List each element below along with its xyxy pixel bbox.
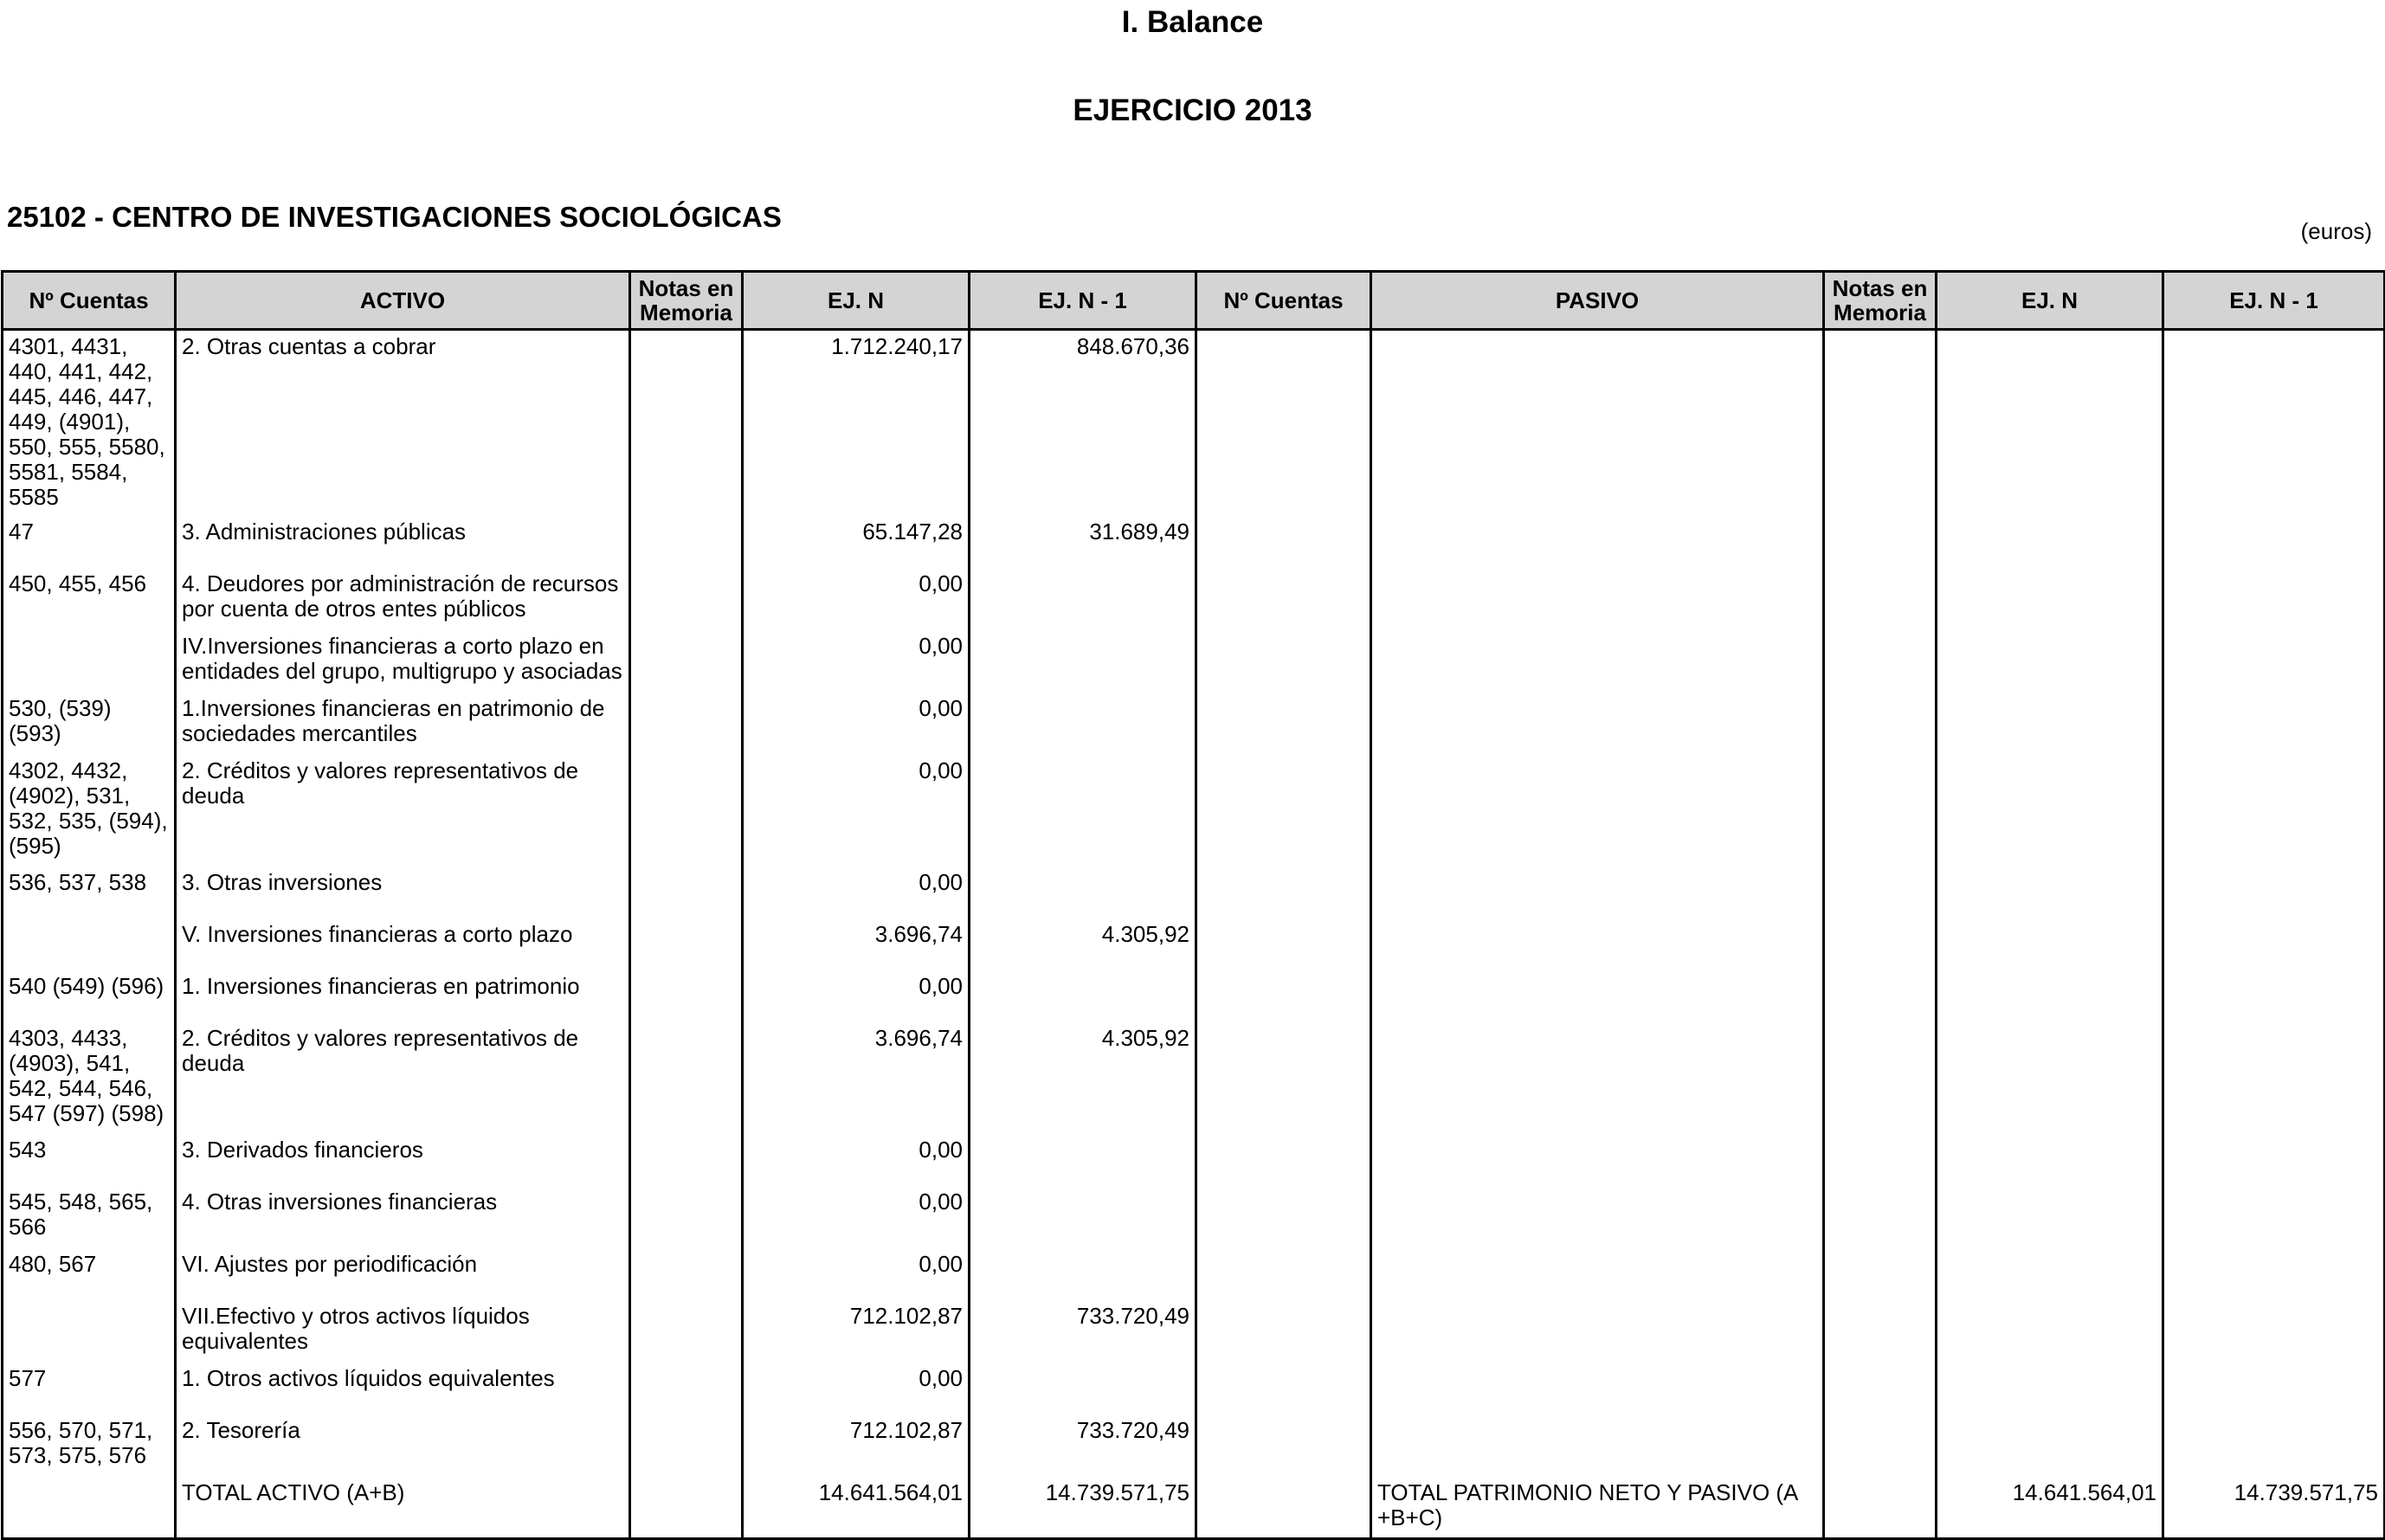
table-row: [3, 1477, 2385, 1539]
pasivo-account-codes: [1196, 1022, 1371, 1134]
table-row: [3, 568, 2385, 630]
pasivo-account-codes: [1196, 1134, 1371, 1186]
pasivo-ej-n-1: [2163, 918, 2385, 970]
pasivo-account-codes: [1196, 516, 1371, 568]
activo-ej-n: 1.712.240,17: [743, 330, 970, 516]
account-codes: 4302, 4432, (4902), 531, 532, 535, (594), (595): [3, 755, 176, 867]
activo-ej-n: 0,00: [743, 693, 970, 755]
activo-notes: [630, 1134, 743, 1186]
pasivo-ej-n-1: 14.739.571,75: [2163, 1477, 2385, 1539]
col-header-pasivo: PASIVO: [1371, 272, 1824, 330]
account-codes: 577: [3, 1363, 176, 1414]
activo-ej-n: 14.641.564,01: [743, 1477, 970, 1539]
activo-notes: [630, 1022, 743, 1134]
activo-ej-n: 0,00: [743, 867, 970, 918]
pasivo-account-codes: [1196, 1414, 1371, 1477]
activo-label: V. Inversiones financieras a corto plazo: [176, 918, 630, 970]
activo-label: 2. Créditos y valores representativos de deuda: [176, 1022, 630, 1134]
activo-ej-n-1: [970, 755, 1196, 867]
pasivo-label: [1371, 568, 1824, 630]
activo-label: IV.Inversiones financieras a corto plazo en entidades del grupo, multigrupo y asociadas: [176, 630, 630, 693]
activo-label: 3. Derivados financieros: [176, 1134, 630, 1186]
activo-notes: [630, 1248, 743, 1300]
pasivo-notes: [1824, 1248, 1937, 1300]
pasivo-ej-n-1: [2163, 1414, 2385, 1477]
pasivo-label: [1371, 1300, 1824, 1363]
pasivo-label: [1371, 970, 1824, 1022]
account-codes: 4301, 4431, 440, 441, 442, 445, 446, 447, 449, (4901), 550, 555, 5580, 5581, 5584, 5585: [3, 330, 176, 516]
pasivo-ej-n-1: [2163, 755, 2385, 867]
activo-ej-n-1: 848.670,36: [970, 330, 1196, 516]
activo-label: 4. Deudores por administración de recursos por cuenta de otros entes públicos: [176, 568, 630, 630]
pasivo-account-codes: [1196, 1248, 1371, 1300]
activo-ej-n-1: [970, 1363, 1196, 1414]
table-row: [3, 1414, 2385, 1477]
currency-unit: (euros): [2300, 218, 2372, 244]
table-row: [3, 1248, 2385, 1300]
activo-notes: [630, 867, 743, 918]
activo-notes: [630, 1414, 743, 1477]
table-row: [3, 1300, 2385, 1363]
account-codes: 556, 570, 571, 573, 575, 576: [3, 1414, 176, 1477]
pasivo-ej-n: [1937, 516, 2163, 568]
account-codes: 47: [3, 516, 176, 568]
activo-notes: [630, 1363, 743, 1414]
activo-label: 2. Otras cuentas a cobrar: [176, 330, 630, 516]
pasivo-label: [1371, 330, 1824, 516]
pasivo-ej-n: [1937, 1248, 2163, 1300]
pasivo-account-codes: [1196, 1477, 1371, 1539]
activo-label: 3. Otras inversiones: [176, 867, 630, 918]
col-header-p-ej-n-1: EJ. N - 1: [2163, 272, 2385, 330]
activo-ej-n-1: 733.720,49: [970, 1300, 1196, 1363]
col-header-p-cuentas: Nº Cuentas: [1196, 272, 1371, 330]
balance-table: [1, 270, 2385, 1540]
pasivo-notes: [1824, 1300, 1937, 1363]
table-row: [3, 330, 2385, 516]
activo-notes: [630, 630, 743, 693]
activo-notes: [630, 970, 743, 1022]
activo-ej-n-1: 4.305,92: [970, 1022, 1196, 1134]
pasivo-label: [1371, 867, 1824, 918]
activo-label: 1.Inversiones financieras en patrimonio de sociedades mercantiles: [176, 693, 630, 755]
activo-ej-n: 0,00: [743, 1363, 970, 1414]
pasivo-ej-n: [1937, 330, 2163, 516]
activo-ej-n: 65.147,28: [743, 516, 970, 568]
activo-notes: [630, 1477, 743, 1539]
activo-ej-n: 0,00: [743, 1186, 970, 1248]
account-codes: 480, 567: [3, 1248, 176, 1300]
pasivo-label: [1371, 1186, 1824, 1248]
activo-label: VII.Efectivo y otros activos líquidos equivalentes: [176, 1300, 630, 1363]
activo-ej-n: 0,00: [743, 568, 970, 630]
pasivo-ej-n: [1937, 1022, 2163, 1134]
account-codes: 530, (539) (593): [3, 693, 176, 755]
report-title: I. Balance: [1121, 5, 1264, 39]
activo-ej-n-1: [970, 630, 1196, 693]
pasivo-ej-n: [1937, 918, 2163, 970]
pasivo-notes: [1824, 1186, 1937, 1248]
activo-ej-n: 712.102,87: [743, 1300, 970, 1363]
account-codes: 450, 455, 456: [3, 568, 176, 630]
pasivo-ej-n-1: [2163, 330, 2385, 516]
entity-name: 25102 - CENTRO DE INVESTIGACIONES SOCIOLÓGICAS: [7, 201, 782, 233]
account-codes: 545, 548, 565, 566: [3, 1186, 176, 1248]
pasivo-label: TOTAL PATRIMONIO NETO Y PASIVO (A +B+C): [1371, 1477, 1824, 1539]
pasivo-account-codes: [1196, 1363, 1371, 1414]
account-codes: 4303, 4433, (4903), 541, 542, 544, 546, 547 (597) (598): [3, 1022, 176, 1134]
table-row: [3, 970, 2385, 1022]
pasivo-ej-n-1: [2163, 970, 2385, 1022]
activo-label: 3. Administraciones públicas: [176, 516, 630, 568]
pasivo-account-codes: [1196, 330, 1371, 516]
activo-notes: [630, 1300, 743, 1363]
account-codes: [3, 1300, 176, 1363]
header-row: [3, 272, 2385, 330]
pasivo-notes: [1824, 630, 1937, 693]
pasivo-ej-n-1: [2163, 1134, 2385, 1186]
activo-ej-n: 712.102,87: [743, 1414, 970, 1477]
activo-ej-n-1: [970, 693, 1196, 755]
pasivo-account-codes: [1196, 1300, 1371, 1363]
pasivo-notes: [1824, 970, 1937, 1022]
activo-ej-n: 0,00: [743, 970, 970, 1022]
pasivo-notes: [1824, 755, 1937, 867]
activo-ej-n-1: 31.689,49: [970, 516, 1196, 568]
pasivo-label: [1371, 1248, 1824, 1300]
table-row: [3, 630, 2385, 693]
pasivo-ej-n: [1937, 1300, 2163, 1363]
col-header-activo: ACTIVO: [176, 272, 630, 330]
col-header-cuentas: Nº Cuentas: [3, 272, 176, 330]
pasivo-notes: [1824, 1022, 1937, 1134]
pasivo-ej-n-1: [2163, 630, 2385, 693]
account-codes: 536, 537, 538: [3, 867, 176, 918]
col-header-ej-n: EJ. N: [743, 272, 970, 330]
activo-ej-n-1: [970, 568, 1196, 630]
pasivo-ej-n-1: [2163, 693, 2385, 755]
account-codes: 543: [3, 1134, 176, 1186]
table-row: [3, 1134, 2385, 1186]
activo-ej-n-1: [970, 1134, 1196, 1186]
activo-label: TOTAL ACTIVO (A+B): [176, 1477, 630, 1539]
pasivo-label: [1371, 1363, 1824, 1414]
activo-label: VI. Ajustes por periodificación: [176, 1248, 630, 1300]
pasivo-label: [1371, 918, 1824, 970]
exercise-year: EJERCICIO 2013: [1073, 93, 1312, 127]
table-row: [3, 1022, 2385, 1134]
pasivo-label: [1371, 516, 1824, 568]
activo-ej-n: 0,00: [743, 1248, 970, 1300]
pasivo-ej-n-1: [2163, 1186, 2385, 1248]
activo-ej-n: 0,00: [743, 1134, 970, 1186]
pasivo-ej-n: [1937, 867, 2163, 918]
pasivo-label: [1371, 1414, 1824, 1477]
table-row: [3, 1186, 2385, 1248]
activo-ej-n-1: [970, 1186, 1196, 1248]
activo-notes: [630, 516, 743, 568]
activo-ej-n-1: [970, 970, 1196, 1022]
pasivo-account-codes: [1196, 918, 1371, 970]
pasivo-ej-n-1: [2163, 1022, 2385, 1134]
table-row: [3, 693, 2385, 755]
activo-ej-n: 0,00: [743, 630, 970, 693]
pasivo-ej-n: [1937, 1186, 2163, 1248]
pasivo-ej-n: [1937, 1363, 2163, 1414]
pasivo-ej-n: [1937, 1134, 2163, 1186]
activo-notes: [630, 693, 743, 755]
col-header-notas: Notas en Memoria: [630, 272, 743, 330]
pasivo-ej-n: [1937, 693, 2163, 755]
table-row: [3, 867, 2385, 918]
account-codes: [3, 630, 176, 693]
account-codes: [3, 1477, 176, 1539]
activo-ej-n-1: 733.720,49: [970, 1414, 1196, 1477]
pasivo-notes: [1824, 1414, 1937, 1477]
activo-notes: [630, 330, 743, 516]
pasivo-label: [1371, 1134, 1824, 1186]
account-codes: [3, 918, 176, 970]
pasivo-ej-n-1: [2163, 516, 2385, 568]
table-row: [3, 918, 2385, 970]
pasivo-ej-n-1: [2163, 1363, 2385, 1414]
pasivo-account-codes: [1196, 693, 1371, 755]
col-header-p-ej-n: EJ. N: [1937, 272, 2163, 330]
pasivo-notes: [1824, 1477, 1937, 1539]
pasivo-account-codes: [1196, 1186, 1371, 1248]
pasivo-account-codes: [1196, 568, 1371, 630]
pasivo-ej-n: [1937, 755, 2163, 867]
pasivo-account-codes: [1196, 630, 1371, 693]
table-row: [3, 755, 2385, 867]
pasivo-ej-n-1: [2163, 1300, 2385, 1363]
pasivo-notes: [1824, 1363, 1937, 1414]
pasivo-notes: [1824, 1134, 1937, 1186]
activo-ej-n: 3.696,74: [743, 1022, 970, 1134]
pasivo-ej-n-1: [2163, 867, 2385, 918]
activo-notes: [630, 1186, 743, 1248]
activo-label: 2. Tesorería: [176, 1414, 630, 1477]
activo-notes: [630, 755, 743, 867]
pasivo-notes: [1824, 568, 1937, 630]
pasivo-ej-n: 14.641.564,01: [1937, 1477, 2163, 1539]
table-row: [3, 516, 2385, 568]
pasivo-label: [1371, 755, 1824, 867]
activo-notes: [630, 568, 743, 630]
pasivo-ej-n-1: [2163, 1248, 2385, 1300]
pasivo-account-codes: [1196, 867, 1371, 918]
activo-ej-n: 3.696,74: [743, 918, 970, 970]
pasivo-label: [1371, 1022, 1824, 1134]
activo-ej-n-1: [970, 867, 1196, 918]
activo-label: 4. Otras inversiones financieras: [176, 1186, 630, 1248]
activo-ej-n-1: 14.739.571,75: [970, 1477, 1196, 1539]
pasivo-notes: [1824, 918, 1937, 970]
pasivo-account-codes: [1196, 755, 1371, 867]
pasivo-notes: [1824, 693, 1937, 755]
pasivo-ej-n: [1937, 1414, 2163, 1477]
activo-ej-n: 0,00: [743, 755, 970, 867]
pasivo-notes: [1824, 330, 1937, 516]
col-header-ej-n-1: EJ. N - 1: [970, 272, 1196, 330]
activo-label: 1. Otros activos líquidos equivalentes: [176, 1363, 630, 1414]
activo-ej-n-1: 4.305,92: [970, 918, 1196, 970]
account-codes: 540 (549) (596): [3, 970, 176, 1022]
pasivo-ej-n-1: [2163, 568, 2385, 630]
pasivo-ej-n: [1937, 568, 2163, 630]
table-row: [3, 1363, 2385, 1414]
activo-ej-n-1: [970, 1248, 1196, 1300]
pasivo-notes: [1824, 867, 1937, 918]
pasivo-label: [1371, 693, 1824, 755]
pasivo-ej-n: [1937, 970, 2163, 1022]
pasivo-account-codes: [1196, 970, 1371, 1022]
activo-notes: [630, 918, 743, 970]
activo-label: 1. Inversiones financieras en patrimonio: [176, 970, 630, 1022]
activo-label: 2. Créditos y valores representativos de deuda: [176, 755, 630, 867]
pasivo-ej-n: [1937, 630, 2163, 693]
pasivo-label: [1371, 630, 1824, 693]
col-header-p-notas: Notas en Memoria: [1824, 272, 1937, 330]
pasivo-notes: [1824, 516, 1937, 568]
